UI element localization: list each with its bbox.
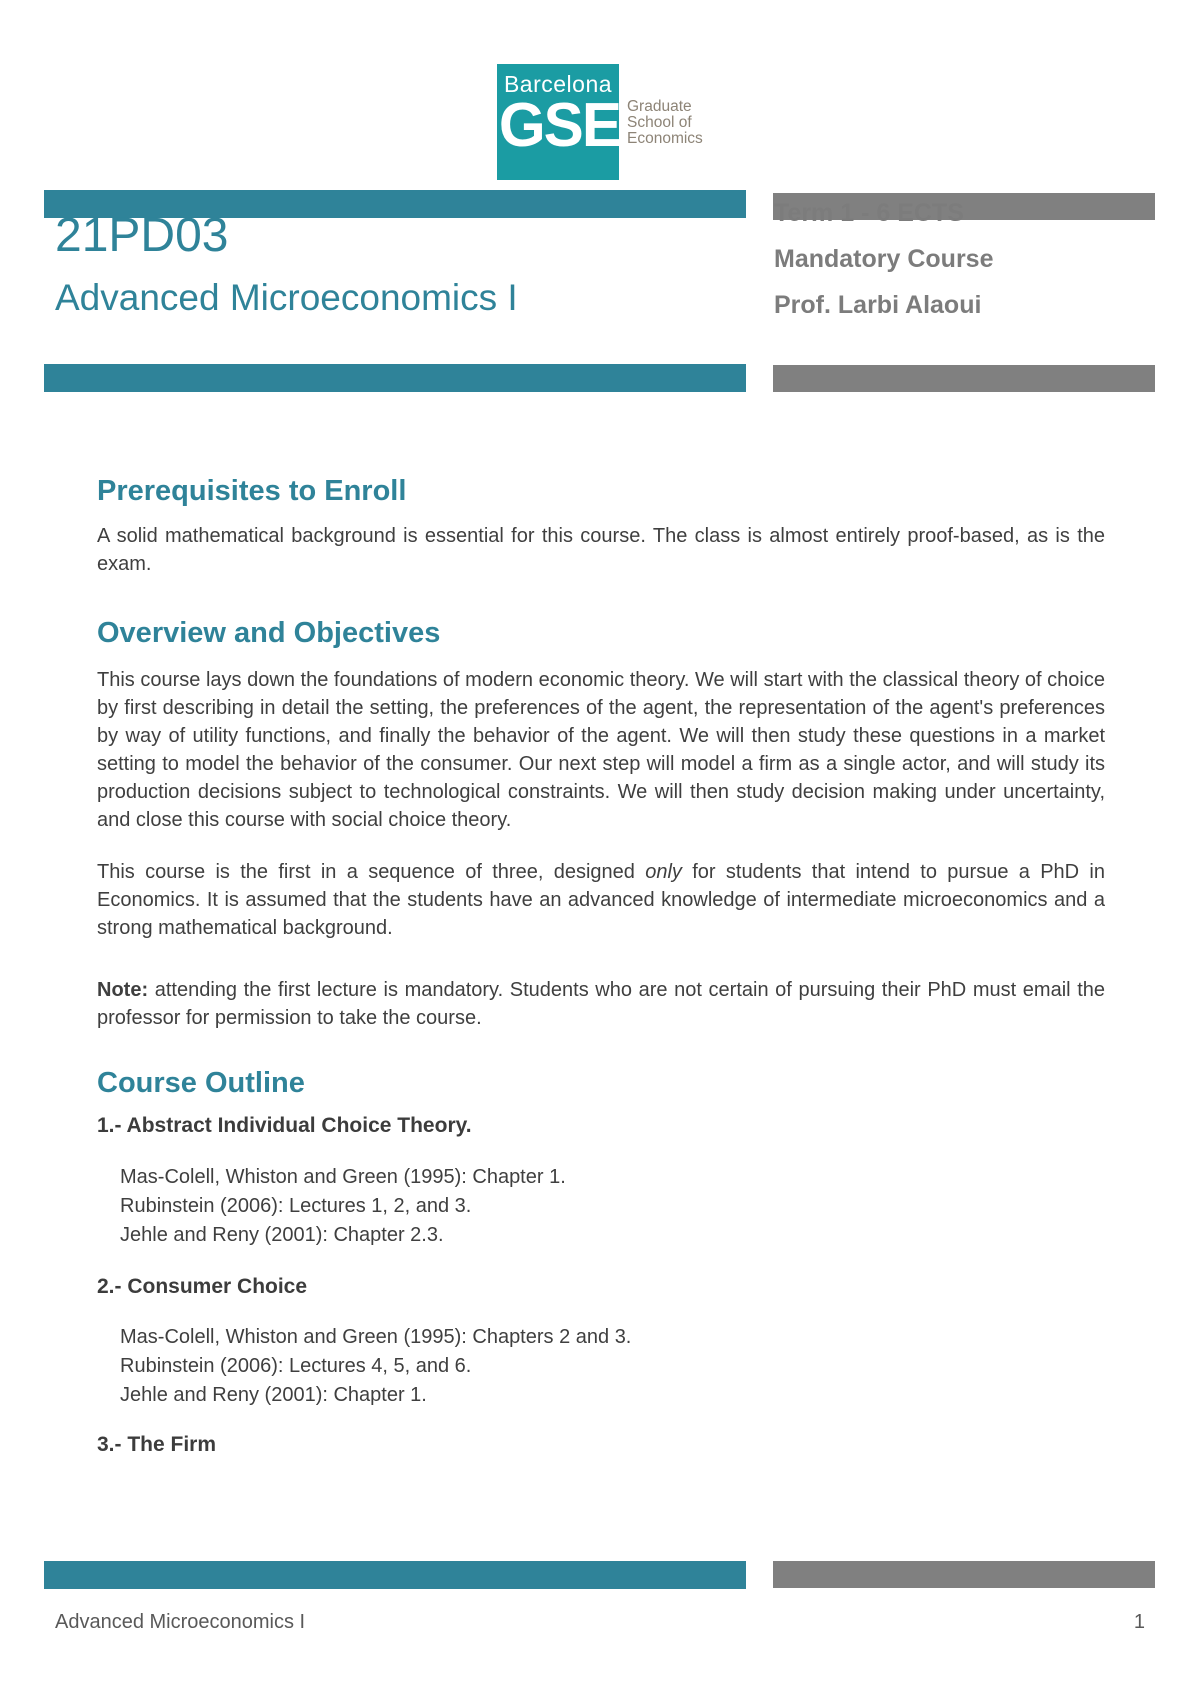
outline-item-1-title: 1.- Abstract Individual Choice Theory.	[97, 1114, 472, 1137]
course-term-ects: Term 1 - 6 ECTS	[774, 199, 964, 227]
logo-tagline-line: Economics	[627, 130, 703, 147]
logo-brand-top: Barcelona	[503, 71, 613, 97]
overview-paragraph-2	[97, 858, 1105, 942]
header-gray-bar-bottom	[773, 365, 1155, 392]
course-outline-heading: Course Outline	[97, 1067, 305, 1099]
overview-p2-post: for students that intend to pursue a PhD in Economics. It is assumed that the students have an advanced knowledge of intermediate microeconomics and a strong mathematical background.	[97, 861, 1105, 939]
logo-tagline-line: Graduate	[627, 98, 692, 115]
course-info-block	[774, 200, 993, 338]
note-paragraph	[97, 976, 1105, 1032]
course-professor: Prof. Larbi Alaoui	[774, 291, 982, 319]
logo-tagline-line: School of	[627, 114, 692, 131]
course-title: Advanced Microeconomics I	[55, 277, 518, 318]
footer-gray-bar	[773, 1561, 1155, 1588]
reference-line: Jehle and Reny (2001): Chapter 1.	[120, 1384, 427, 1406]
overview-p2-italic: only	[645, 861, 682, 883]
note-label: Note:	[97, 979, 149, 1001]
outline-item-2-references	[97, 1323, 1105, 1410]
overview-p2-pre: This course is the first in a sequence of three, designed	[97, 861, 646, 883]
reference-line: Mas-Colell, Whiston and Green (1995): Chapters 2 and 3.	[120, 1326, 632, 1348]
footer-teal-bar	[44, 1561, 746, 1589]
reference-line: Jehle and Reny (2001): Chapter 2.3.	[120, 1224, 444, 1246]
reference-line: Rubinstein (2006): Lectures 1, 2, and 3.	[120, 1195, 472, 1217]
outline-item-2-title: 2.- Consumer Choice	[97, 1275, 308, 1298]
header-teal-bar-bottom	[44, 364, 746, 392]
reference-line: Mas-Colell, Whiston and Green (1995): Chapter 1.	[120, 1166, 566, 1188]
logo-tagline	[627, 99, 703, 147]
course-type: Mandatory Course	[774, 245, 994, 273]
reference-line: Rubinstein (2006): Lectures 4, 5, and 6.	[120, 1355, 472, 1377]
outline-item-1-references	[97, 1163, 1105, 1250]
course-code: 21PD03	[55, 209, 229, 262]
page-footer	[55, 1610, 1145, 1634]
overview-heading: Overview and Objectives	[97, 617, 441, 649]
footer-page-number: 1	[1133, 1611, 1145, 1633]
overview-paragraph-1: This course lays down the foundations of modern economic theory. We will start with the classical theory of choice by first describing in detail the setting, the preferences of the agent, the representation of the agent's preferences by way of utility functions, and finally the behavior of the agent. We will then study these questions in a market setting to model the behavior of the consumer. Our next step will model a firm as a single actor, and will study its production decisions subject to technological constraints. We will then study decision making under uncertainty, and close this course with social choice theory.	[97, 669, 1105, 831]
logo-brand-main: GSE	[498, 91, 621, 160]
footer-course-name: Advanced Microeconomics I	[55, 1611, 306, 1633]
gse-logo-square	[497, 64, 619, 180]
note-text: attending the first lecture is mandatory. Students who are not certain of pursuing their PhD must email the professor for permission to take the course.	[97, 979, 1105, 1029]
prerequisites-heading: Prerequisites to Enroll	[97, 475, 407, 507]
outline-item-3-title: 3.- The Firm	[97, 1433, 217, 1456]
prerequisites-paragraph: A solid mathematical background is essential for this course. The class is almost entirely proof-based, as is the exam.	[97, 525, 1105, 575]
